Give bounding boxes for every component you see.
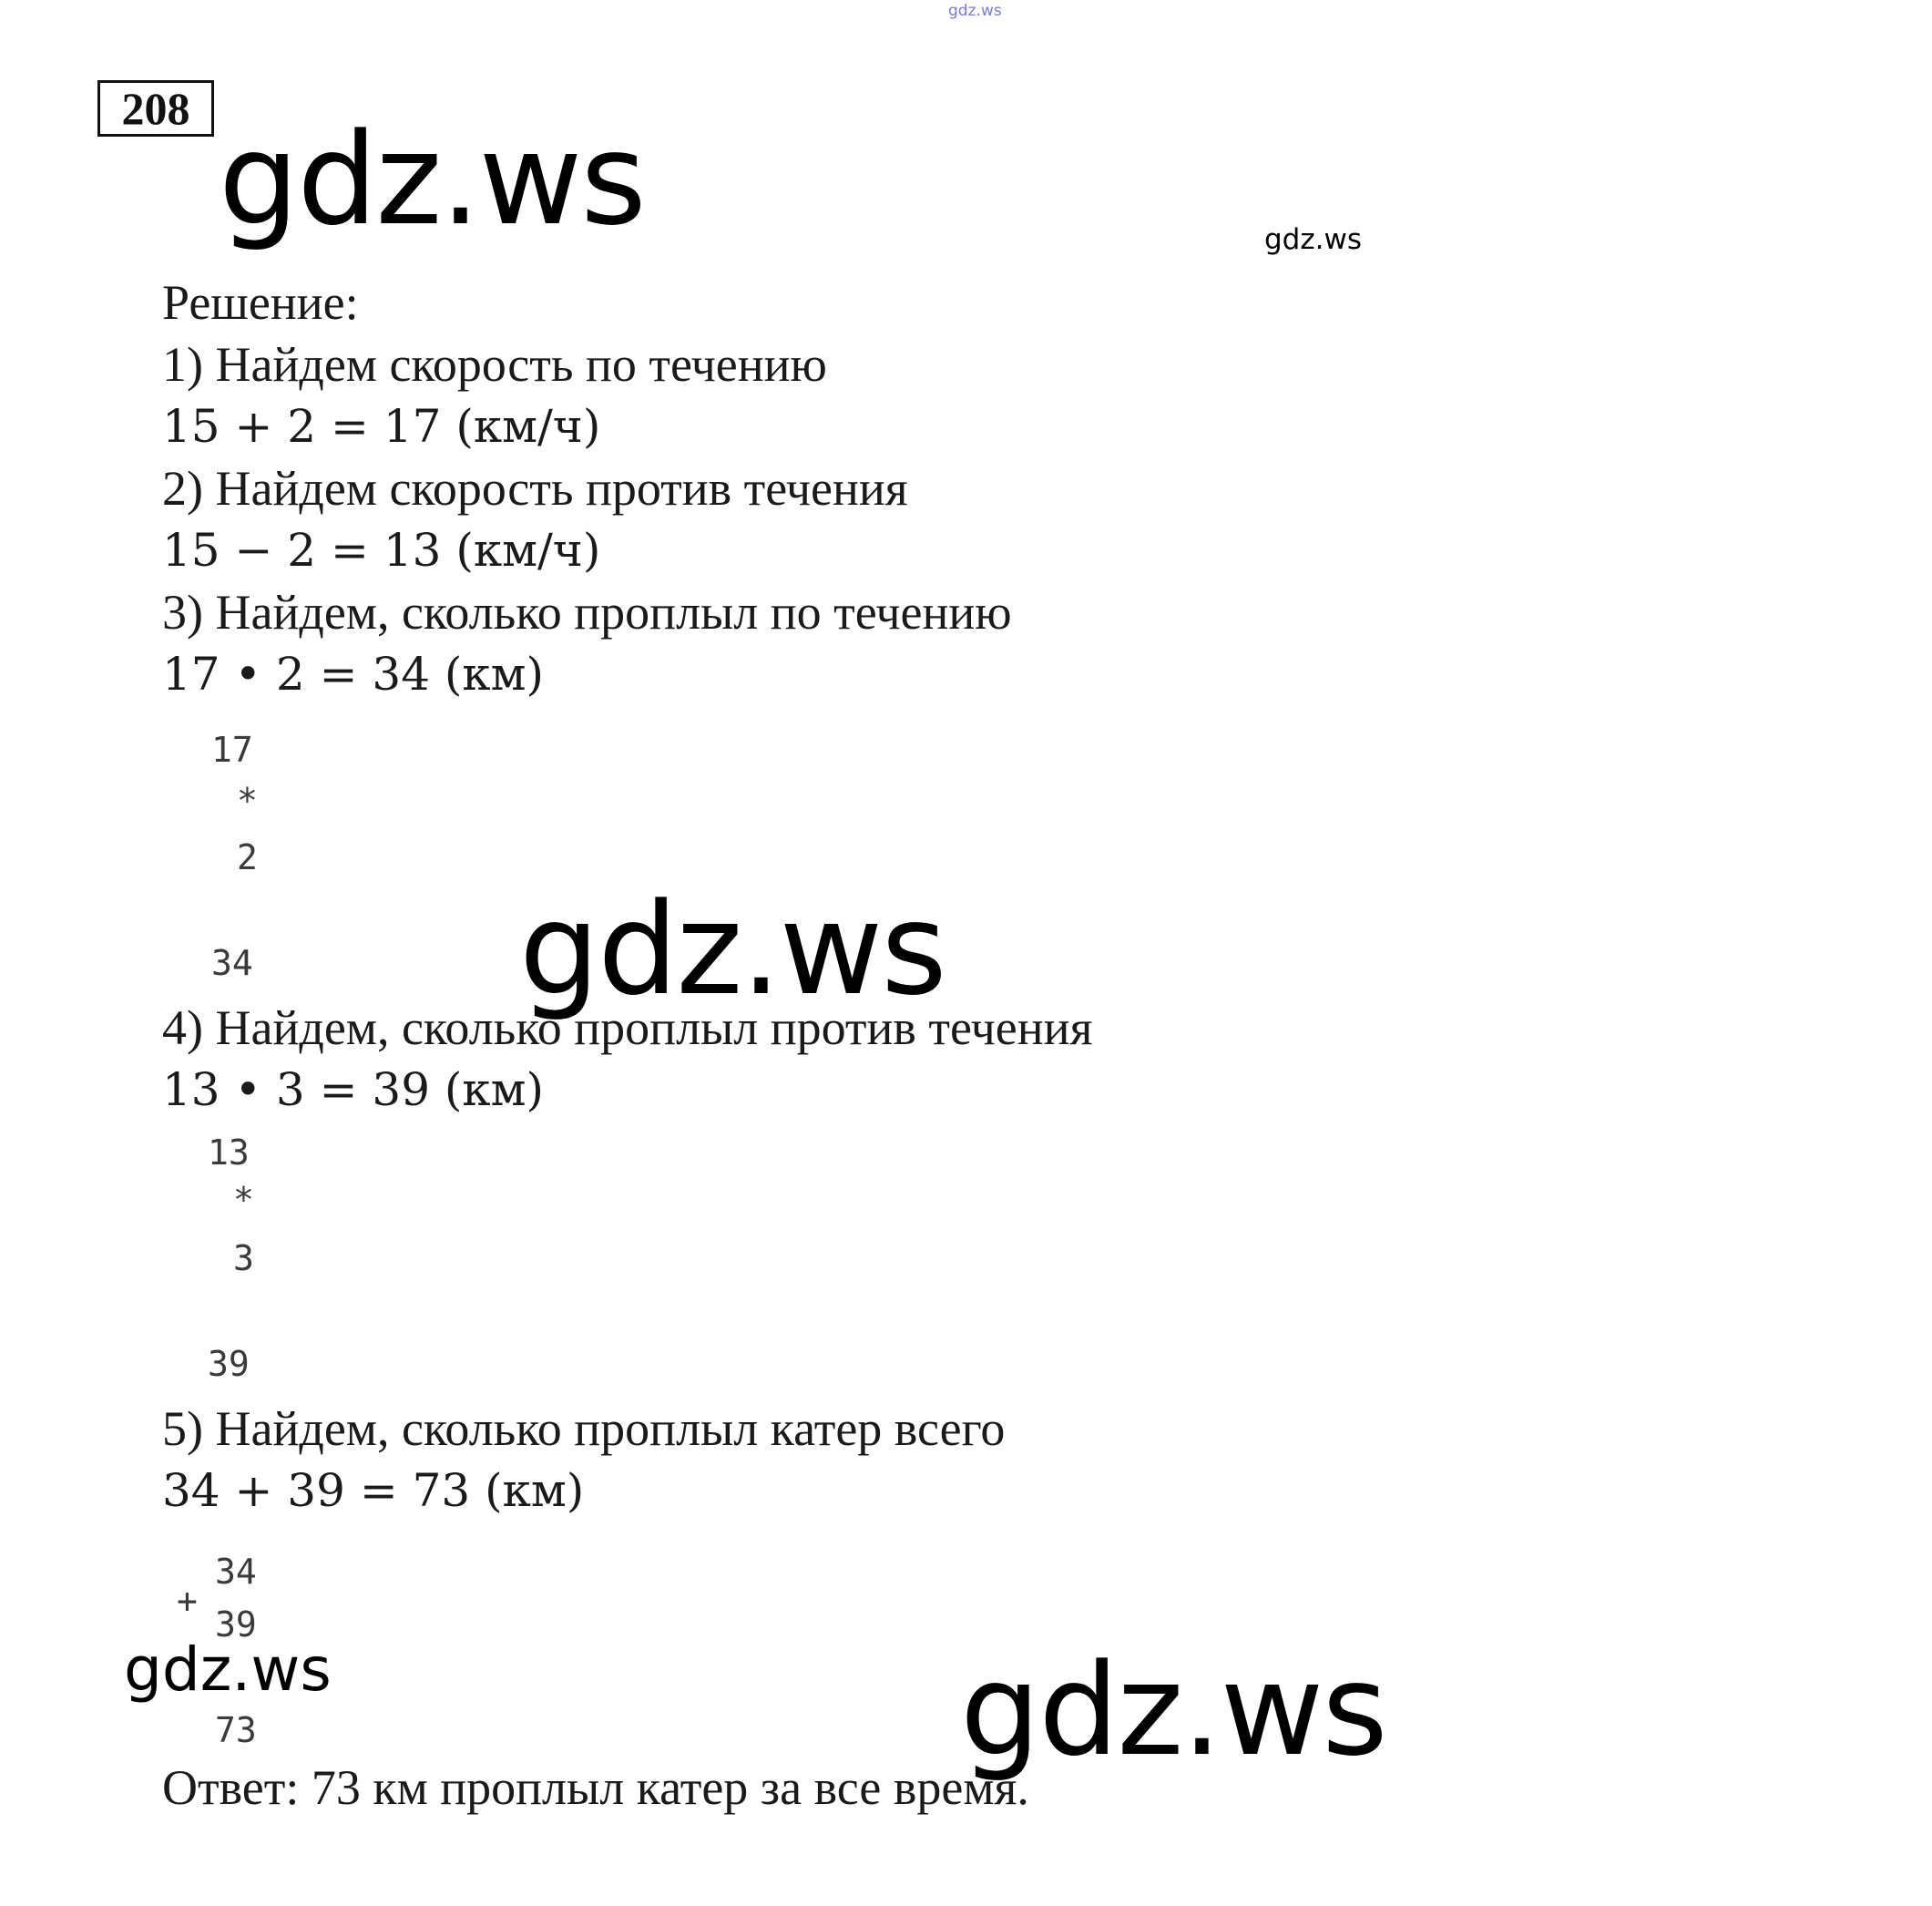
step-4-equation: 13 • 3 = 39 (км) [162, 1063, 545, 1116]
task-number-box: 208 [97, 80, 214, 137]
column-2-top: 13 [208, 1132, 250, 1173]
column-3-top: 34 [215, 1552, 257, 1592]
step-3-text: 3) Найдем, сколько проплыл по течению [162, 585, 1012, 640]
column-3-operator: + [177, 1581, 198, 1621]
step-1-text: 1) Найдем скорость по течению [162, 337, 827, 392]
column-1-result: 34 [211, 943, 253, 983]
step-5-text: 5) Найдем, сколько проплыл катер всего [162, 1401, 1006, 1456]
step-4-text: 4) Найдем, сколько проплыл против течения [162, 1000, 1093, 1055]
step-2-equation: 15 − 2 = 13 (км/ч) [162, 524, 601, 577]
watermark-top: gdz.ws [948, 2, 1002, 20]
column-1-bottom: 2 [237, 837, 258, 877]
column-2-bottom: 3 [233, 1238, 254, 1278]
step-2-text: 2) Найдем скорость против течения [162, 461, 908, 516]
solution-heading: Решение: [162, 275, 359, 330]
column-3-result: 73 [215, 1710, 257, 1750]
column-2-operator: * [233, 1180, 254, 1220]
watermark-header: gdz.ws [219, 106, 645, 253]
column-2-result: 39 [208, 1344, 250, 1384]
step-5-equation: 34 + 39 = 73 (км) [162, 1464, 585, 1517]
watermark-bottom-left: gdz.ws [124, 1634, 332, 1705]
answer-text: Ответ: 73 км проплыл катер за все время. [162, 1760, 1029, 1815]
watermark-bottom-right: gdz.ws [960, 1636, 1386, 1784]
step-3-equation: 17 • 2 = 34 (км) [162, 648, 545, 701]
step-1-equation: 15 + 2 = 17 (км/ч) [162, 400, 601, 453]
watermark-header-right: gdz.ws [1264, 223, 1362, 256]
column-1-top: 17 [211, 730, 253, 770]
watermark-middle: gdz.ws [519, 876, 946, 1023]
column-1-operator: * [237, 781, 258, 821]
column-3-bottom: 39 [215, 1604, 257, 1645]
